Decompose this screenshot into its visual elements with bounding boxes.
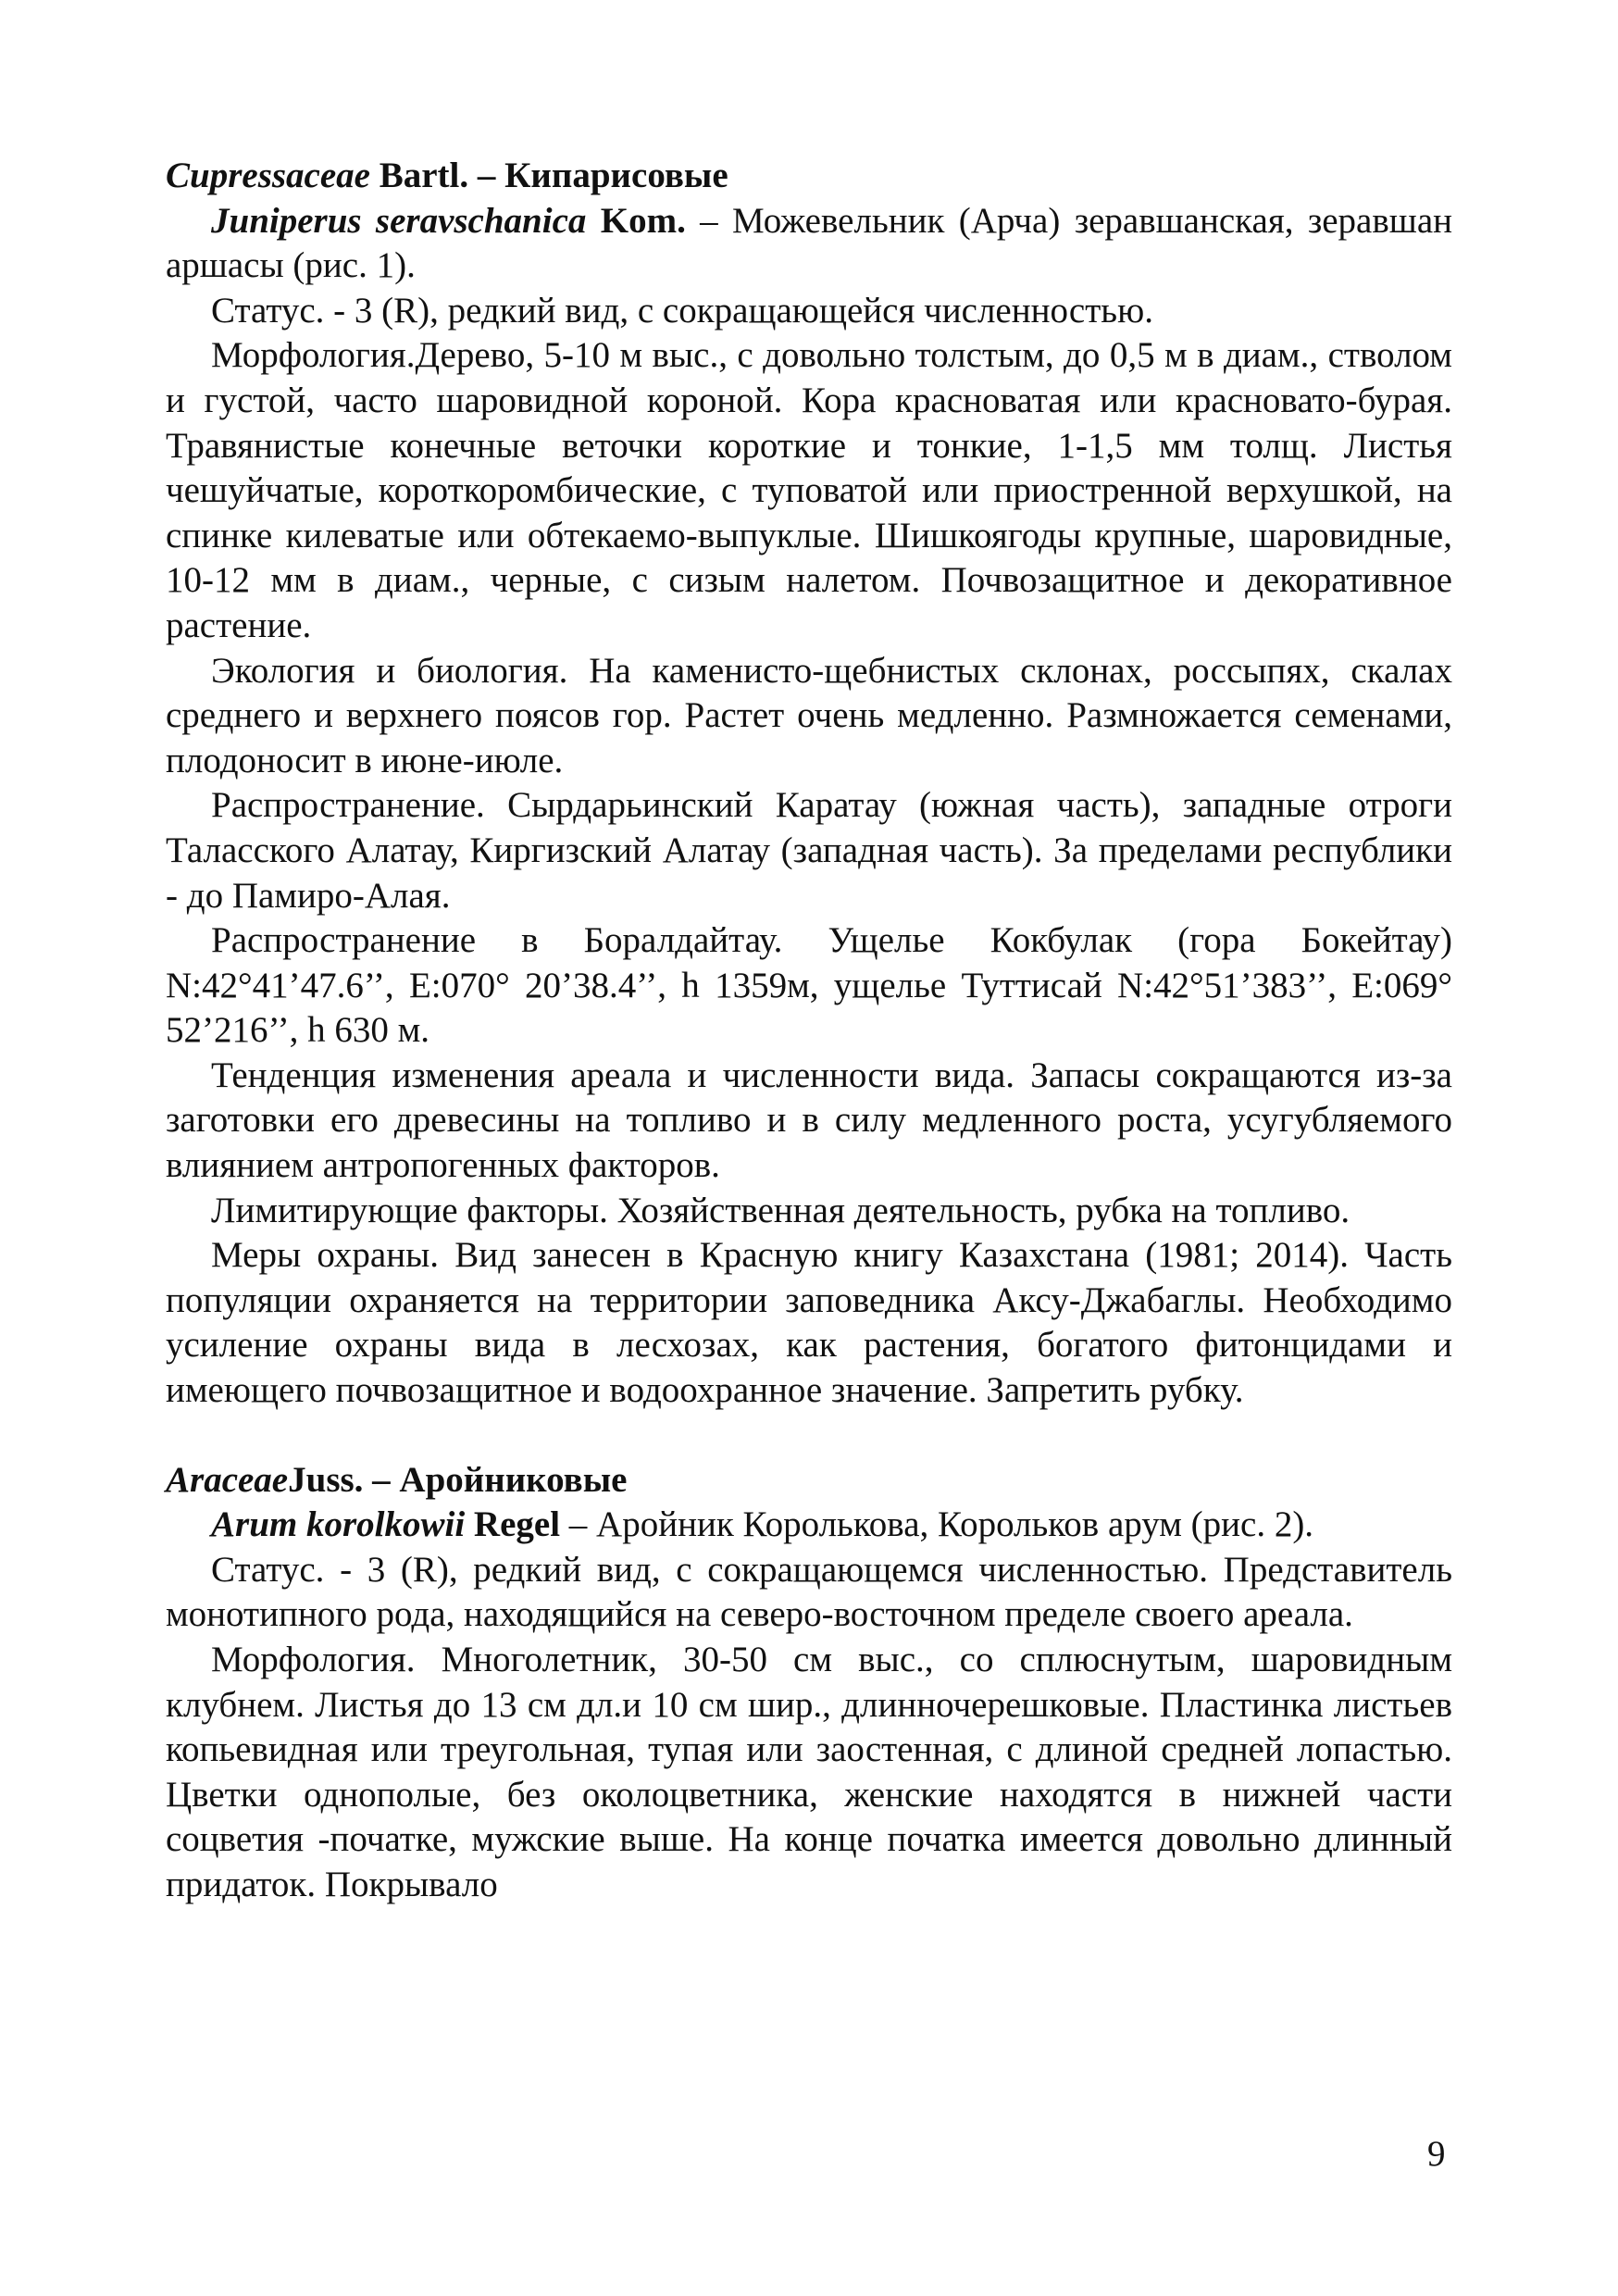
paragraph-ecology: Экология и биология. На каменисто-щебнистых склонах, россыпях, скалах среднего и верхнего поясов гор. Растет очень медленно. Размножается семенами, плодоносит в июне-июле.	[166, 650, 1452, 780]
species-common-names: – Аройник Королькова, Корольков арум (рис. 2).	[560, 1504, 1314, 1545]
paragraph-distribution: Распространение. Сырдарьинский Каратау (южная часть), западные отроги Таласского Алатау, Киргизский Алатау (западная часть). За пределами республики - до Памиро-Алая.	[166, 785, 1452, 916]
family-author-and-russian-name: Bartl. – Кипарисовые	[369, 156, 728, 195]
species-heading-arum	[166, 1503, 1452, 1548]
family-heading-cupressaceae	[166, 154, 1452, 199]
paragraph-morphology: Морфология.Дерево, 5-10 м выс., с довольно толстым, до 0,5 м в диам., стволом и густой, часто шаровидной короной. Кора красноватая или красновато-бурая. Травянистые конечные веточки короткие и тонкие, 1-1,5 мм толщ. Листья чешуйчатые, короткоромбические, с туповатой или приостренной верхушкой, на спинке килеватые или обтекаемо-выпуклые. Шишкоягоды крупные, шаровидные, 10-12 мм в диам., черные, с сизым налетом. Почвозащитное и декоративное растение.	[166, 335, 1452, 645]
paragraph-distribution-boraldaitau: Распространение в Боралдайтау. Ущелье Кокбулак (гора Бокейтау) N:42°41’47.6’’, E:070° 20’38.4’’, h 1359м, ущелье Туттисай N:42°51’383’’, E:069° 52’216’’, h 630 м.	[166, 920, 1452, 1051]
page-body	[166, 154, 1452, 1908]
paragraph-range-trend: Тенденция изменения ареала и численности вида. Запасы сокращаются из-за заготовки его древесины на топливо и в силу медленного роста, усугубляемого влиянием антропогенных факторов.	[166, 1054, 1452, 1186]
family-latin-name: Araceae	[166, 1459, 289, 1500]
species-latin-name: Arum korolkowii	[211, 1504, 466, 1545]
family-heading-araceae	[166, 1458, 1452, 1504]
paragraph-limiting-factors: Лимитирующие факторы. Хозяйственная деятельность, рубка на топливо.	[211, 1190, 1350, 1230]
species-common-names: – Можевельник (Арча) зеравшанская, зеравшан аршасы (рис. 1).	[166, 200, 1452, 286]
species-author: Regel	[465, 1504, 561, 1545]
paragraph-status: Статус. - 3 (R), редкий вид, с сокращающейся численностью.	[211, 290, 1153, 331]
species-heading-juniperus	[166, 199, 1452, 289]
family-author-and-russian-name: Juss. – Аройниковые	[288, 1459, 628, 1500]
paragraph-morphology: Морфология. Многолетник, 30-50 см выс., со сплюснутым, шаровидным клубнем. Листья до 13 см дл.и 10 см шир., длинночерешковые. Пластинка листьев копьевидная или треугольная, тупая или заостенная, с длиной средней лопастью. Цветки однополые, без околоцветника, женские находятся в нижней части соцветия -початке, мужские выше. На конце початка имеется довольно длинный придаток. Покрывало	[166, 1640, 1452, 1904]
species-author: Kom.	[586, 200, 686, 241]
paragraph-protection-measures: Меры охраны. Вид занесен в Красную книгу Казахстана (1981; 2014). Часть популяции охраняется на территории заповедника Аксу-Джабаглы. Необходимо усиление охраны вида в лесхозах, как растения, богатого фитонцидами и имеющего почвозащитное и водоохранное значение. Запретить рубку.	[166, 1235, 1452, 1411]
page-number: 9	[1427, 2134, 1446, 2174]
species-latin-name: Juniperus seravschanica	[211, 200, 587, 241]
family-latin-name: Cupressaceae	[166, 156, 370, 195]
paragraph-status: Статус. - 3 (R), редкий вид, с сокращающемся численностью. Представитель монотипного рода, находящийся на северо-восточном пределе своего ареала.	[166, 1549, 1452, 1635]
section-divider-space	[166, 1414, 1452, 1458]
